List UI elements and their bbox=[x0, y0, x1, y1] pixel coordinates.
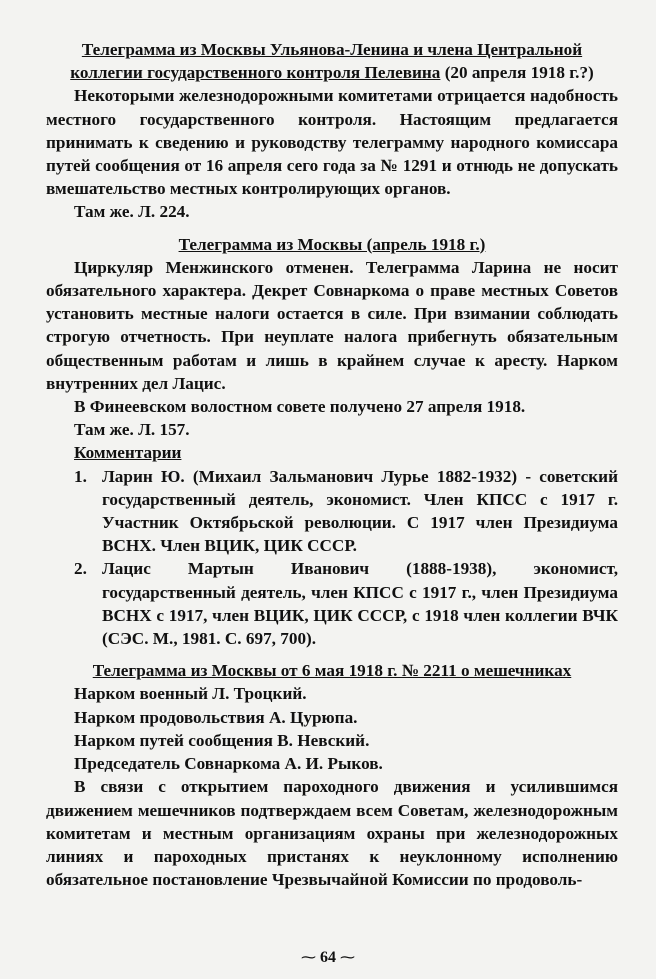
signatory-4: Председатель Совнаркома А. И. Рыков. bbox=[74, 754, 383, 774]
telegram1-title bbox=[46, 38, 618, 84]
telegram1-body: Некоторыми железнодорожными комитетами отрицается надобность местного государственного контроля. Настоящим предлагается принимать к сведению и руководству телеграмму народного комиссара путей сообщения от 16 апреля сего года за № 1291 и отнюдь не допускать вмешательство местных контролирующих органов. bbox=[46, 86, 618, 199]
telegram1-title-date: (20 апреля 1918 г.?) bbox=[440, 63, 594, 83]
telegram3-title bbox=[46, 659, 618, 682]
signatory-2: Нарком продовольствия А. Цурюпа. bbox=[74, 707, 358, 727]
ornament-left: ⁓ bbox=[301, 950, 316, 966]
comment-text: Лацис Мартын Иванович (1888-1938), экономист, государственный деятель, член КПСС с 1917 г., член Президиума ВСНХ с 1917, член ВЦИК, ЦИК СССР, с 1918 член коллегии ВЧК (СЭС. М., 1981. С. 697, 700). bbox=[102, 559, 618, 649]
telegram1-title-underlined: Телеграмма из Москвы Ульянова-Ленина и члена Центральной коллегии государственного контроля Пелевина bbox=[70, 40, 583, 83]
comment-number: 1. bbox=[74, 466, 87, 486]
comment-item-2 bbox=[46, 557, 618, 650]
comments-heading-text: Комментарии bbox=[74, 443, 182, 463]
comment-text: Ларин Ю. (Михаил Зальманович Лурье 1882-1932) - советский государственный деятель, экономист. Член КПСС с 1917 г. Участник Октябрьской революции. С 1917 член Президиума ВСНХ. Член ВЦИК, ЦИК СССР. bbox=[102, 466, 618, 556]
comments-heading bbox=[46, 441, 618, 464]
telegram1-source: Там же. Л. 224. bbox=[74, 202, 190, 222]
telegram2-title bbox=[46, 233, 618, 256]
signatory-3: Нарком путей сообщения В. Невский. bbox=[74, 730, 370, 750]
comments-list bbox=[46, 465, 618, 651]
telegram2-title-text: Телеграмма из Москвы (апрель 1918 г.) bbox=[178, 234, 486, 254]
page-number-footer bbox=[0, 948, 656, 967]
telegram3-title-text: Телеграмма из Москвы от 6 мая 1918 г. № 2211 о мешечниках bbox=[92, 661, 572, 681]
telegram2-received: В Финеевском волостном совете получено 27 апреля 1918. bbox=[74, 397, 526, 417]
page-number: 64 bbox=[320, 949, 336, 966]
document-page bbox=[46, 38, 618, 891]
telegram2-body: Циркуляр Менжинского отменен. Телеграмма Ларина не носит обязательного характера. Декрет Совнаркома о праве местных Советов установить местные налоги остается в силе. При взимании соблюдать строгую отчетность. При неуплате налога прибегнуть обязательным общественным работам и лишь в крайнем случае к аресту. Нарком внутренних дел Лацис. bbox=[46, 257, 618, 393]
signatory-1: Нарком военный Л. Троцкий. bbox=[74, 684, 307, 704]
telegram3-body: В связи с открытием пароходного движения и усилившимся движением мешечников подтверждаем всем Советам, железнодорожным комитетам и местным организациям охраны при железнодорожных линиях и пароходных пристанях к неуклонному исполнению обязательное постановление Чрезвычайной Комиссии по продоволь- bbox=[46, 777, 618, 890]
ornament-right: ⁓ bbox=[340, 950, 355, 966]
comment-item-1 bbox=[46, 465, 618, 558]
telegram2-source: Там же. Л. 157. bbox=[74, 420, 190, 440]
comment-number: 2. bbox=[74, 559, 87, 579]
